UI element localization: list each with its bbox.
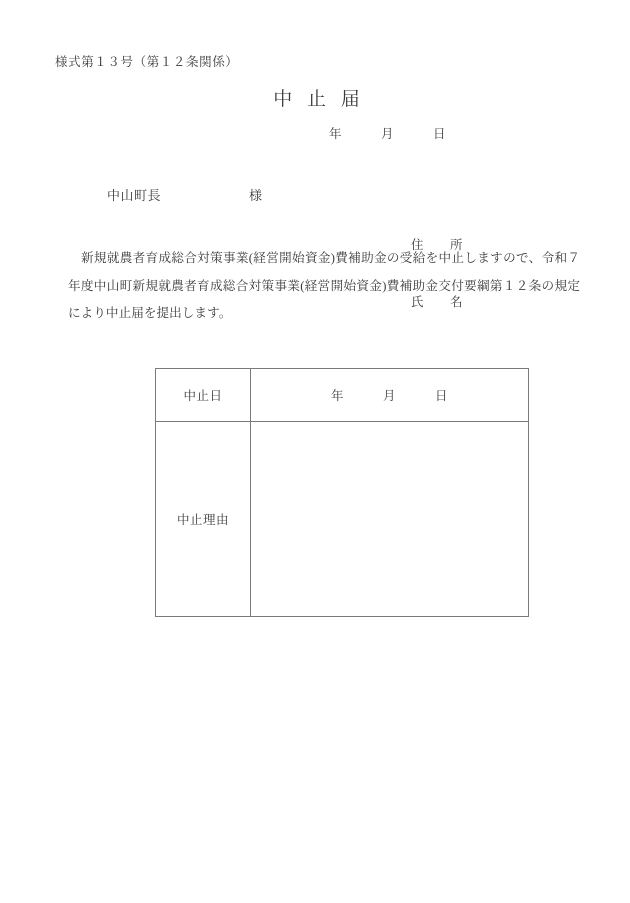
table-row <box>156 422 529 617</box>
submission-date-line: 年 月 日 <box>328 127 446 141</box>
applicant-address-label: 住 所 <box>411 238 464 252</box>
page-title: 中 止 届 <box>273 89 365 110</box>
body-paragraph: 新規就農者育成総合対策事業(経営開始資金)費補助金の受給を中止しますので、令和７年度中山町新規就農者育成総合対策事業(経営開始資金)費補助金交付要綱第１２条の規定により中止届を提出します。 <box>68 251 580 320</box>
addressee-recipient: 中山町長 <box>107 188 162 203</box>
form-number: 様式第１３号（第１２条関係） <box>55 55 239 69</box>
addressee-honorific: 様 <box>249 188 263 203</box>
table-row-value-stop-date[interactable]: 年 月 日 <box>251 369 529 422</box>
table-row-label-stop-reason: 中止理由 <box>156 422 251 617</box>
table-row-value-stop-reason[interactable] <box>251 422 529 617</box>
addressee <box>92 169 263 220</box>
body-text <box>68 245 580 328</box>
applicant-name-label: 氏 名 <box>411 295 464 309</box>
table-row <box>156 369 529 422</box>
table-row-label-stop-date: 中止日 <box>156 369 251 422</box>
discontinuation-table <box>155 368 529 617</box>
